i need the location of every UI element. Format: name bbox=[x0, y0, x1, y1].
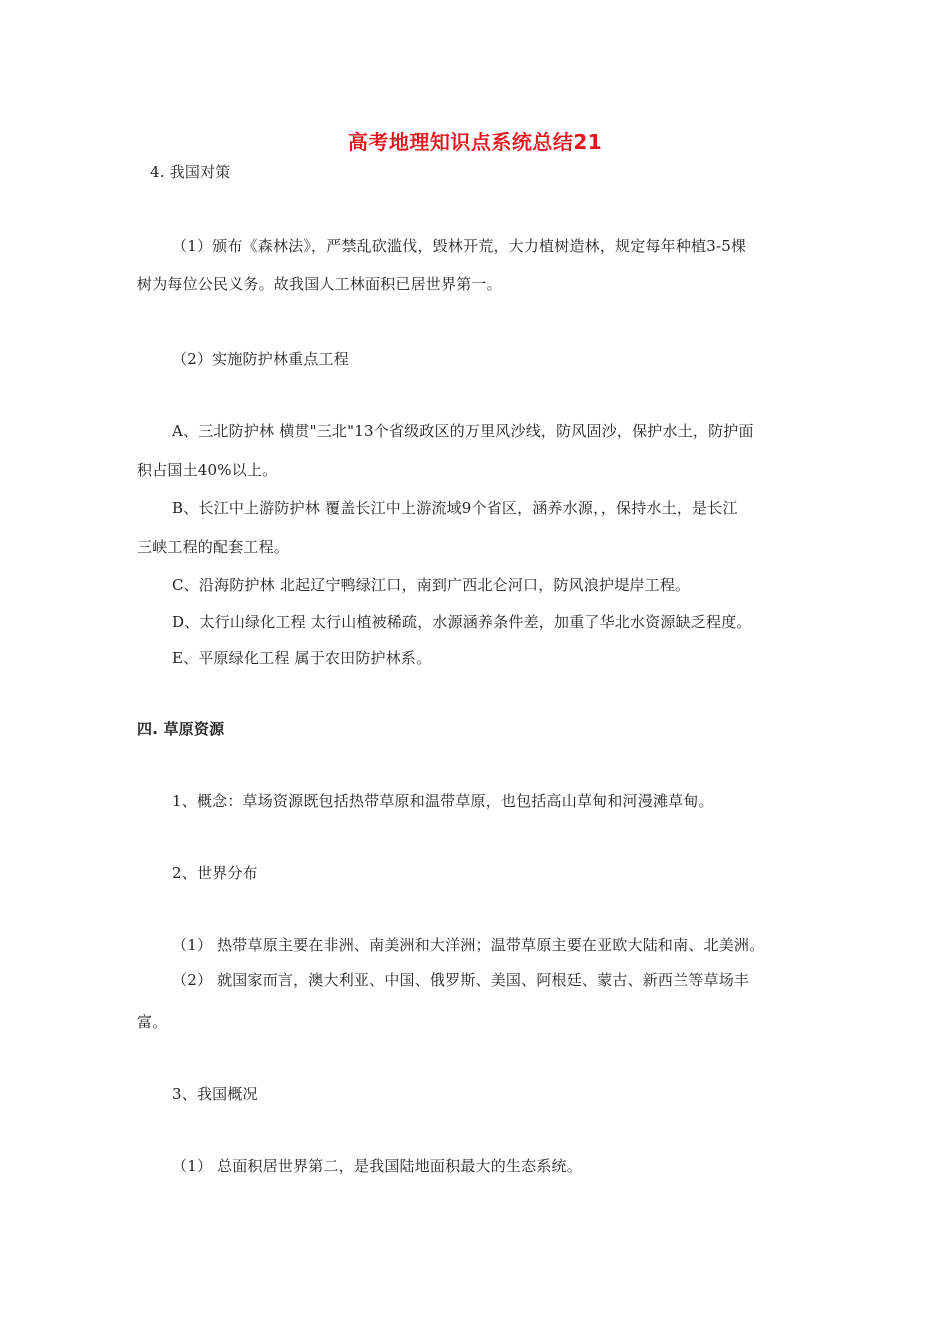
paragraph-line: B、长江中上游防护林 覆盖长江中上游流域9个省区，涵养水源，，保持水土，是长江 bbox=[172, 499, 738, 517]
paragraph-line: 三峡工程的配套工程。 bbox=[137, 538, 290, 556]
paragraph-line: （1） 热带草原主要在非洲、南美洲和大洋洲；温带草原主要在亚欧大陆和南、北美洲。 bbox=[172, 936, 765, 954]
subheading-shelterbelt: （2）实施防护林重点工程 bbox=[172, 350, 349, 368]
paragraph-line: 树为每位公民义务。故我国人工林面积已居世界第一。 bbox=[137, 275, 502, 293]
page-title: 高考地理知识点系统总结21 bbox=[347, 130, 603, 154]
subheading-china-overview: 3、我国概况 bbox=[172, 1085, 258, 1103]
paragraph-line: A、三北防护林 横贯"三北"13个省级政区的万里风沙线，防风固沙，保护水土，防护面 bbox=[172, 422, 754, 440]
paragraph-line: 富。 bbox=[137, 1013, 168, 1031]
paragraph-line: 1、概念：草场资源既包括热带草原和温带草原，也包括高山草甸和河漫滩草甸。 bbox=[172, 792, 714, 810]
section-heading-grassland: 四. 草原资源 bbox=[137, 720, 225, 738]
paragraph-line: （2） 就国家而言，澳大利亚、中国、俄罗斯、美国、阿根廷、蒙古、新西兰等草场丰 bbox=[172, 971, 750, 989]
paragraph-line: （1） 总面积居世界第二，是我国陆地面积最大的生态系统。 bbox=[172, 1157, 582, 1175]
paragraph-line: 积占国土40%以上。 bbox=[137, 461, 278, 479]
section-heading-countermeasures: 4. 我国对策 bbox=[150, 163, 231, 181]
paragraph-line: E、平原绿化工程 属于农田防护林系。 bbox=[172, 649, 432, 667]
paragraph-line: D、太行山绿化工程 太行山植被稀疏，水源涵养条件差，加重了华北水资源缺乏程度。 bbox=[172, 613, 752, 631]
paragraph-line: C、沿海防护林 北起辽宁鸭绿江口，南到广西北仑河口，防风浪护堤岸工程。 bbox=[172, 576, 691, 594]
paragraph-line: （1）颁布《森林法》，严禁乱砍滥伐，毁林开荒，大力植树造林，规定每年种植3-5棵 bbox=[172, 237, 747, 255]
subheading-world-distribution: 2、世界分布 bbox=[172, 864, 258, 882]
